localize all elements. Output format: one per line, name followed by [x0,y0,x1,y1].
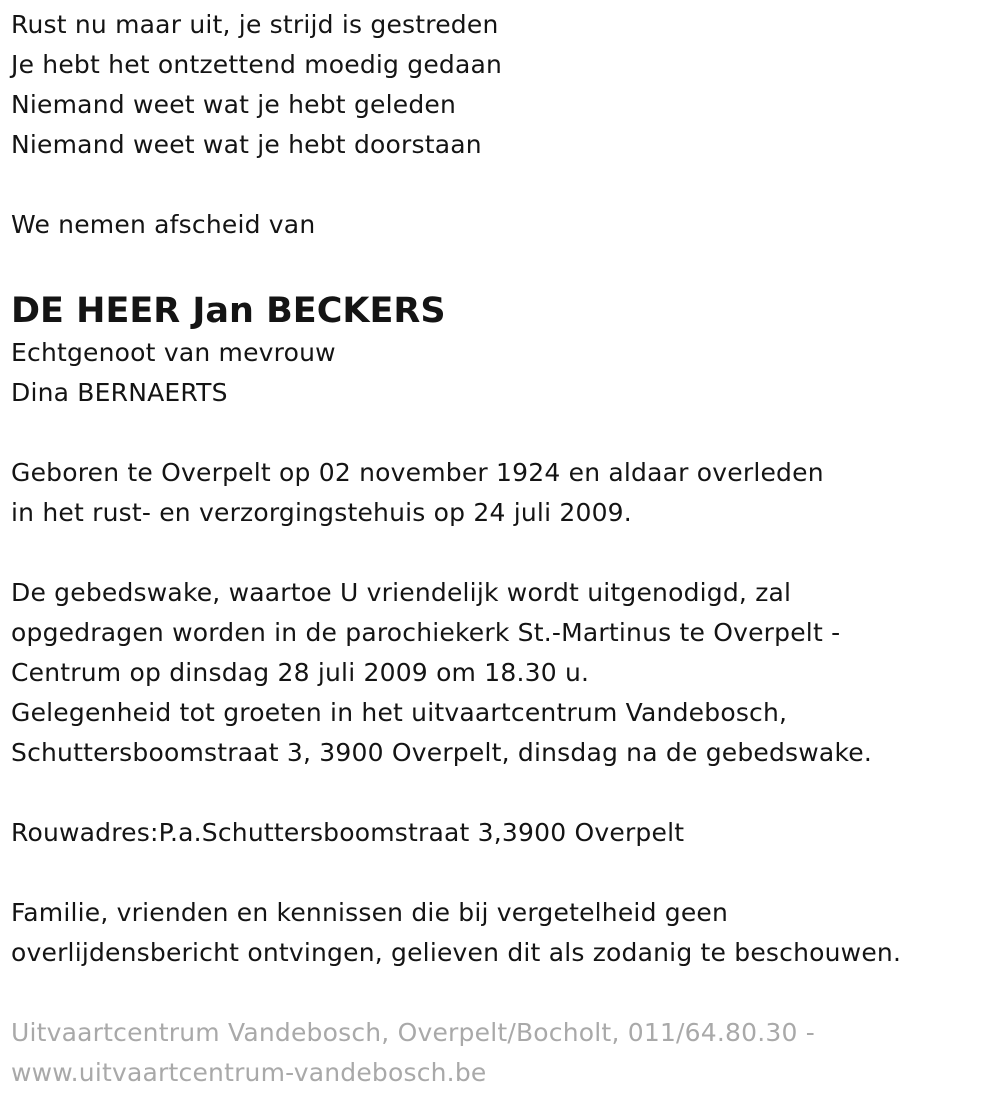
spacer [11,853,991,893]
wake-line: De gebedswake, waartoe U vriendelijk wordt uitgenodigd, zal [11,578,792,607]
poem-line: Rust nu maar uit, je strijd is gestreden [11,10,499,39]
footer-website: www.uitvaartcentrum-vandebosch.be [11,1058,487,1087]
spacer [11,413,991,453]
notice-line-1: Familie, vrienden en kennissen die bij vergetelheid geen [11,898,729,927]
spacer [11,773,991,813]
intro-text: We nemen afscheid van [11,210,316,239]
birth-death-line-1: Geboren te Overpelt op 02 november 1924 en aldaar overleden [11,458,824,487]
mourning-address: Rouwadres:P.a.Schuttersboomstraat 3,3900 Overpelt [11,818,685,847]
deceased-name: DE HEER Jan BECKERS [11,291,446,331]
obituary-notice [11,0,991,1093]
notice-line-2: overlijdensbericht ontvingen, gelieven dit als zodanig te beschouwen. [11,938,902,967]
wake-details [11,573,991,773]
spacer [11,165,991,205]
poem [11,0,991,165]
footer-line-1: Uitvaartcentrum Vandebosch, Overpelt/Bocholt, 011/64.80.30 - [11,1018,815,1047]
wake-line: Schuttersboomstraat 3, 3900 Overpelt, dinsdag na de gebedswake. [11,738,872,767]
wake-line: Gelegenheid tot groeten in het uitvaartcentrum Vandebosch, [11,698,788,727]
spacer [11,245,991,285]
funeral-home-footer [11,1013,991,1093]
spacer [11,973,991,1013]
spouse-line-1: Echtgenoot van mevrouw [11,338,336,367]
poem-line: Niemand weet wat je hebt doorstaan [11,130,482,159]
poem-line: Niemand weet wat je hebt geleden [11,90,457,119]
wake-line: opgedragen worden in de parochiekerk St.-Martinus te Overpelt - [11,618,841,647]
poem-line: Je hebt het ontzettend moedig gedaan [11,50,503,79]
spouse-line-2: Dina BERNAERTS [11,378,228,407]
spacer [11,533,991,573]
wake-line: Centrum op dinsdag 28 juli 2009 om 18.30 u. [11,658,590,687]
birth-death-line-2: in het rust- en verzorgingstehuis op 24 juli 2009. [11,498,632,527]
